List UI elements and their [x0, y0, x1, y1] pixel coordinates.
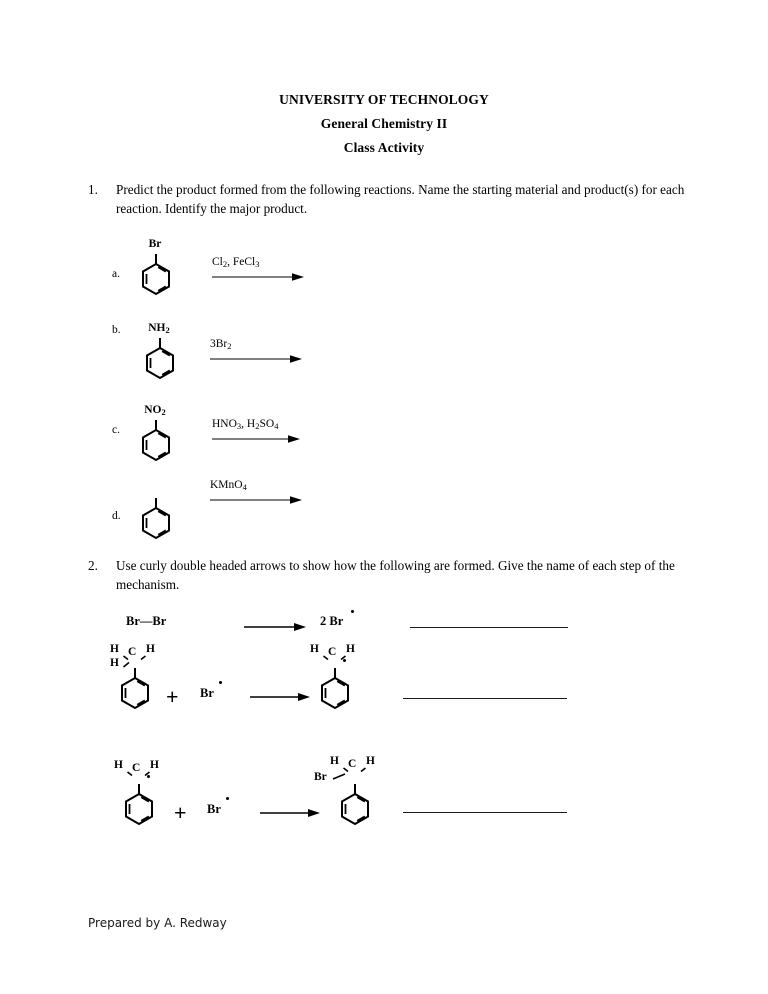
- question-2-text: Use curly double headed arrows to show how the following are formed. Give the name of each step of the mechanism.: [116, 558, 675, 592]
- answer-line-1[interactable]: [410, 627, 568, 628]
- radical-dot-icon: [351, 610, 354, 613]
- reaction-a: [112, 232, 432, 312]
- mechanism-arrow-icon: [244, 622, 306, 632]
- question-1-text: Predict the product formed from the following reactions. Name the starting material and product(s) for each reaction. Identify the major product.: [116, 182, 685, 216]
- reaction-a-structure: [136, 238, 174, 298]
- step2-addend: Br: [200, 686, 214, 700]
- benzene-ring: [136, 420, 174, 464]
- product-h-right: H: [366, 755, 375, 767]
- product-h-left: H: [330, 755, 339, 767]
- benzene-ring: [136, 254, 174, 298]
- reaction-c: [112, 398, 432, 478]
- reaction-a-label: a.: [112, 268, 120, 280]
- answer-line-3[interactable]: [403, 812, 567, 813]
- question-2: [88, 556, 698, 594]
- reaction-b-reagent: $3Br_2$: [210, 338, 232, 351]
- reaction-c-label: c.: [112, 424, 120, 436]
- mechanism-step-2: [112, 640, 582, 730]
- activity-title: Class Activity: [343, 140, 425, 155]
- reaction-c-reagent: $HNO_3$, $H_2SO_4$: [212, 418, 279, 431]
- university-title: UNIVERSITY OF TECHNOLOGY: [279, 92, 489, 107]
- product-carbon: C: [348, 758, 357, 770]
- reaction-d-reagent: KMnO$_4$: [210, 479, 247, 492]
- reaction-arrow-icon: [210, 354, 302, 364]
- reaction-d-arrow-group: [210, 479, 302, 505]
- reaction-c-substituent: $NO_2$: [144, 404, 166, 417]
- benzene-ring: [315, 668, 353, 712]
- step3-plus-sign: +: [174, 800, 187, 825]
- course-title: General Chemistry II: [320, 116, 448, 131]
- mechanism-arrow-icon: [260, 808, 320, 818]
- reaction-arrow-icon: [210, 495, 302, 505]
- product-bonds-icon: [324, 762, 378, 786]
- benzene-ring-methyl: [136, 498, 174, 542]
- reaction-b-substituent: $NH_2$: [148, 322, 170, 335]
- reaction-d-structure: [136, 498, 174, 542]
- reaction-c-arrow-group: [212, 418, 300, 444]
- methyl-h-right-top: H: [146, 643, 155, 655]
- reaction-a-substituent: Br: [148, 238, 162, 250]
- reaction-a-reagent: $Cl_2$, FeCl$_3$: [212, 256, 260, 269]
- mechanism-arrow-icon: [250, 692, 310, 702]
- product-bromine: Br: [314, 771, 327, 783]
- benzyl-h-right: H: [346, 643, 355, 655]
- benzene-ring: [115, 668, 153, 712]
- benzene-ring: [140, 338, 178, 382]
- benzyl-h-right: H: [150, 759, 159, 771]
- step2-plus-sign: +: [166, 684, 179, 709]
- document-header: [0, 88, 768, 160]
- benzyl-carbon: C: [328, 646, 337, 658]
- reaction-arrow-icon: [212, 434, 300, 444]
- methyl-h-lower-left: H: [110, 657, 119, 669]
- reaction-a-arrow-group: [212, 256, 304, 282]
- benzyl-carbon: C: [132, 762, 141, 774]
- benzyl-h-left: H: [114, 759, 123, 771]
- reaction-c-structure: [136, 404, 174, 464]
- mechanism-step-1: [112, 608, 582, 638]
- reaction-b-structure: [140, 322, 178, 382]
- benzene-ring: [119, 784, 157, 828]
- step3-addend: Br: [207, 802, 221, 816]
- reaction-b-label: b.: [112, 324, 121, 336]
- reaction-d-label: d.: [112, 510, 121, 522]
- footer-prepared-by: Prepared by A. Redway: [88, 916, 227, 930]
- answer-line-2[interactable]: [403, 698, 567, 699]
- reaction-d: [112, 476, 432, 556]
- question-1-number: 1.: [88, 182, 98, 197]
- step1-product: 2 Br: [320, 614, 344, 628]
- mechanism-step-3: [112, 756, 582, 846]
- methyl-h-left-top: H: [110, 643, 119, 655]
- question-1: [88, 180, 688, 218]
- methyl-carbon: C: [128, 646, 137, 658]
- benzyl-h-left: H: [310, 643, 319, 655]
- reaction-b: [112, 316, 432, 396]
- radical-dot-icon: [226, 797, 229, 800]
- reaction-arrow-icon: [212, 272, 304, 282]
- step1-reactant: Br—Br: [126, 614, 167, 628]
- question-2-number: 2.: [88, 558, 98, 573]
- radical-dot-icon: [219, 681, 222, 684]
- benzene-ring: [335, 784, 373, 828]
- reaction-b-arrow-group: [210, 338, 302, 364]
